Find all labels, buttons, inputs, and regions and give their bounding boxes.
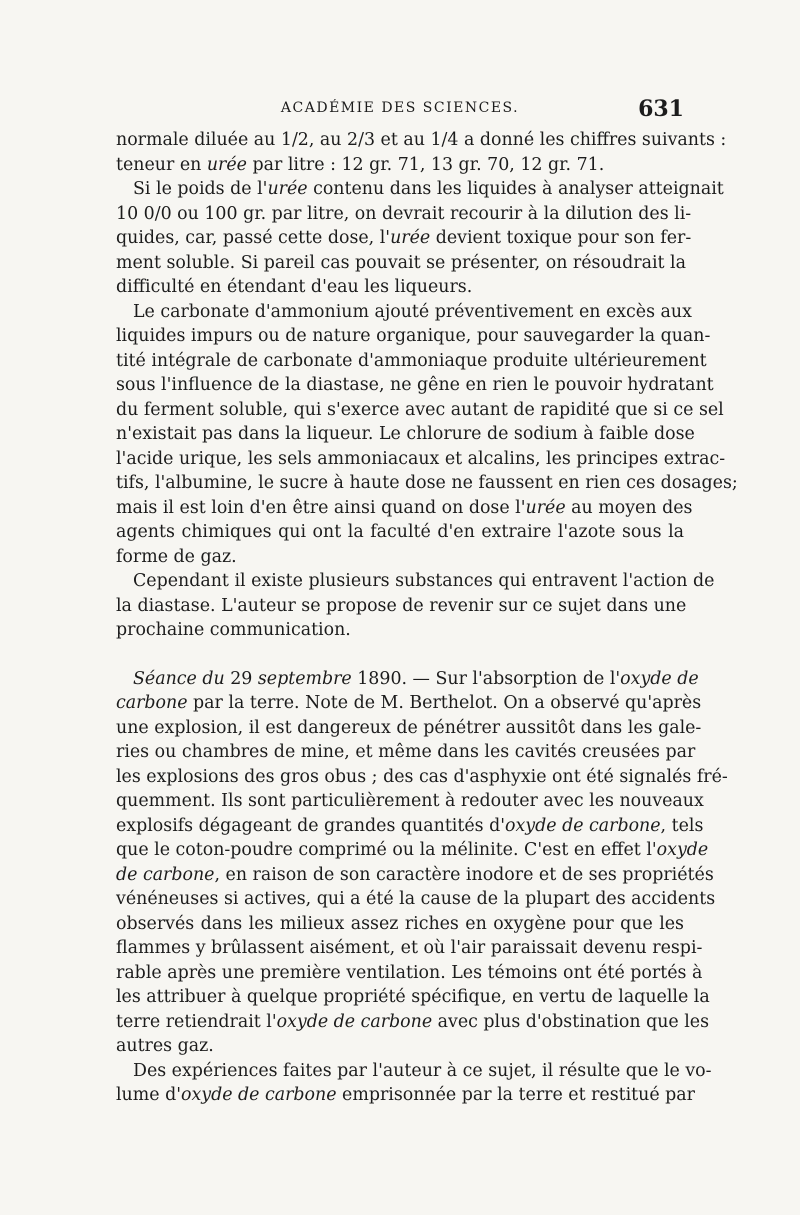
text-segment: tité intégrale de carbonate d'ammoniaque produite ultérieurement bbox=[116, 350, 707, 371]
paragraph bbox=[116, 569, 715, 643]
text-line bbox=[116, 471, 738, 496]
paragraph bbox=[116, 128, 727, 177]
italic-term: urée bbox=[390, 228, 431, 248]
text-line bbox=[116, 128, 727, 153]
italic-term: urée bbox=[525, 497, 566, 518]
text-line bbox=[116, 789, 704, 814]
italic-term: oxyde de bbox=[620, 668, 699, 689]
text-segment: 10 0/0 ou 100 gr. par litre, on devrait recourir à la dilution des li- bbox=[116, 203, 692, 224]
italic-term: oxyde de carbone bbox=[276, 1011, 433, 1032]
text-segment: Le carbonate d'ammonium ajouté préventivement en excès aux bbox=[133, 301, 692, 322]
text-line bbox=[116, 520, 684, 545]
text-segment: observés dans les milieux assez riches en oxygène pour que les bbox=[116, 913, 684, 934]
text-line bbox=[116, 398, 724, 423]
text-segment: Des expériences faites par l'auteur à ce sujet, il résulte que le vo- bbox=[133, 1060, 712, 1081]
italic-term: oxyde de carbone bbox=[181, 1085, 337, 1105]
text-line bbox=[116, 153, 684, 178]
text-line bbox=[116, 765, 728, 790]
text-segment: autres gaz. bbox=[116, 1036, 214, 1056]
text-segment: 1890. — Sur l'absorption de l' bbox=[351, 668, 621, 689]
text-segment: ment soluble. Si pareil cas pouvait se présenter, on résoudrait la bbox=[116, 252, 686, 273]
text-segment: emprisonnée par la terre et restitué par bbox=[336, 1085, 695, 1105]
text-segment: n'existait pas dans la liqueur. Le chlorure de sodium à faible dose bbox=[116, 424, 695, 444]
text-segment: au moyen des bbox=[565, 497, 693, 518]
text-segment: l'acide urique, les sels ammoniacaux et alcalins, les principes extrac- bbox=[116, 448, 726, 469]
text-line bbox=[116, 202, 692, 227]
text-segment: une explosion, il est dangereux de pénétrer aussitôt dans les gale- bbox=[116, 717, 702, 738]
text-segment: Cependant il existe plusieurs substances qui entravent l'action de bbox=[133, 571, 715, 591]
text-line bbox=[116, 887, 716, 912]
text-line bbox=[116, 961, 703, 986]
text-segment: vénéneuses si actives, qui a été la cause de la plupart des accidents bbox=[116, 889, 716, 909]
text-segment: agents chimiques qui ont la faculté d'en extraire l'azote sous la bbox=[116, 522, 684, 542]
text-line bbox=[116, 863, 714, 888]
text-line bbox=[116, 300, 692, 325]
running-title: ACADÉMIE DES SCIENCES. bbox=[280, 100, 520, 116]
text-line bbox=[116, 594, 687, 619]
text-segment: la diastase. L'auteur se propose de revenir sur ce sujet dans une bbox=[116, 595, 687, 616]
text-segment: explosifs dégageant de grandes quantités d' bbox=[116, 815, 506, 836]
text-line bbox=[116, 1034, 684, 1059]
text-segment: forme de gaz. bbox=[116, 546, 237, 567]
italic-term: carbone bbox=[116, 693, 188, 713]
text-line bbox=[116, 226, 692, 251]
text-segment: les explosions des gros obus ; des cas d'asphyxie ont été signalés fré- bbox=[116, 766, 728, 787]
text-segment: , tels bbox=[660, 815, 704, 836]
text-segment: mais il est loin d'en être ainsi quand on dose l' bbox=[116, 497, 526, 518]
text-line bbox=[116, 691, 702, 716]
text-line bbox=[116, 985, 710, 1010]
paragraph bbox=[116, 177, 724, 300]
text-segment: difficulté en étendant d'eau les liqueurs. bbox=[116, 277, 473, 297]
text-line bbox=[116, 177, 724, 202]
text-segment: par litre : 12 gr. 71, 13 gr. 70, 12 gr. 71. bbox=[246, 154, 605, 175]
text-segment: Si le poids de l' bbox=[133, 179, 268, 199]
text-line bbox=[116, 912, 684, 937]
text-line bbox=[116, 251, 684, 276]
italic-term: oxyde de carbone bbox=[505, 815, 661, 836]
text-segment: du ferment soluble, qui s'exerce avec autant de rapidité que si ce sel bbox=[116, 399, 724, 420]
text-line bbox=[116, 716, 702, 741]
text-segment: prochaine communication. bbox=[116, 620, 351, 640]
text-line bbox=[116, 618, 684, 643]
text-line bbox=[116, 814, 704, 839]
text-line bbox=[116, 1010, 710, 1035]
text-segment: flammes y brûlassent aisément, et où l'air paraissait devenu respi- bbox=[116, 938, 703, 958]
text-line bbox=[116, 324, 711, 349]
text-segment: terre retiendrait l' bbox=[116, 1011, 277, 1032]
text-line bbox=[116, 936, 703, 961]
text-segment: tifs, l'albumine, le sucre à haute dose ne faussent en rien ces dosages; bbox=[116, 473, 738, 493]
text-segment: par la terre. Note de M. Berthelot. On a observé qu'après bbox=[187, 693, 702, 713]
text-segment: quemment. Ils sont particulièrement à redouter avec les nouveaux bbox=[116, 791, 704, 811]
text-segment: les attribuer à quelque propriété spécifique, en vertu de laquelle la bbox=[116, 987, 710, 1007]
text-segment: lume d' bbox=[116, 1085, 181, 1105]
paragraph bbox=[116, 667, 728, 1059]
text-line bbox=[116, 275, 684, 300]
text-segment: normale diluée au 1/2, au 2/3 et au 1/4 a donné les chiffres suivants : bbox=[116, 130, 727, 150]
text-line bbox=[116, 740, 696, 765]
text-line bbox=[116, 569, 715, 594]
paragraph bbox=[116, 1059, 712, 1108]
text-line bbox=[116, 373, 714, 398]
text-line bbox=[116, 838, 709, 863]
italic-term: septembre bbox=[257, 668, 352, 689]
italic-term: Séance du bbox=[133, 668, 225, 689]
text-line bbox=[116, 422, 695, 447]
italic-term: de carbone bbox=[116, 864, 215, 885]
text-segment: sous l'influence de la diastase, ne gêne en rien le pouvoir hydratant bbox=[116, 375, 714, 395]
page-header bbox=[116, 96, 684, 126]
paragraph bbox=[116, 300, 738, 570]
text-segment: ries ou chambres de mine, et même dans les cavités creusées par bbox=[116, 742, 696, 762]
text-line bbox=[116, 1059, 712, 1084]
text-line bbox=[116, 349, 707, 374]
text-segment: contenu dans les liquides à analyser atteignait bbox=[307, 179, 724, 199]
text-segment: quides, car, passé cette dose, l' bbox=[116, 228, 391, 248]
text-line bbox=[116, 545, 684, 570]
text-segment: que le coton-poudre comprimé ou la mélinite. C'est en effet l' bbox=[116, 840, 657, 860]
text-line bbox=[116, 1083, 695, 1108]
text-line bbox=[116, 447, 726, 472]
text-line bbox=[116, 667, 699, 692]
text-segment: avec plus d'obstination que les bbox=[432, 1011, 710, 1032]
text-segment: , en raison de son caractère inodore et de ses propriétés bbox=[214, 864, 714, 885]
body-text bbox=[116, 128, 738, 1108]
text-segment: rable après une première ventilation. Les témoins ont été portés à bbox=[116, 962, 703, 983]
italic-term: urée bbox=[206, 154, 247, 175]
italic-term: oxyde bbox=[656, 840, 709, 860]
text-segment: liquides impurs ou de nature organique, pour sauvegarder la quan- bbox=[116, 326, 711, 346]
section-gap bbox=[116, 643, 684, 667]
italic-term: urée bbox=[267, 179, 308, 199]
text-segment: 29 bbox=[224, 668, 258, 689]
text-line bbox=[116, 496, 693, 521]
page-number: 631 bbox=[638, 96, 684, 122]
text-segment: devient toxique pour son fer- bbox=[430, 228, 692, 248]
text-segment: teneur en bbox=[116, 154, 207, 175]
